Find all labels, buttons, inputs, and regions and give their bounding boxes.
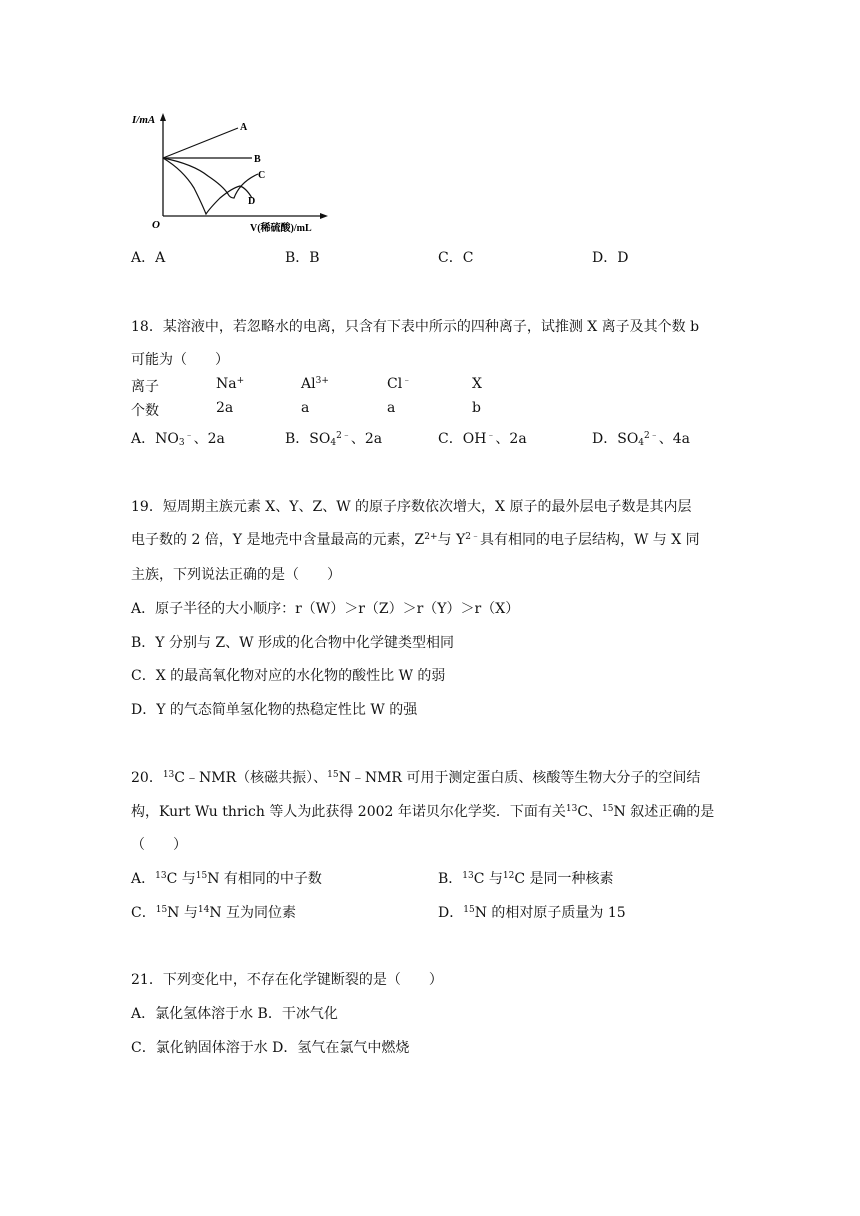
y-axis-arrow bbox=[160, 113, 166, 121]
q20-line2-part3: N 叙述正确的是 bbox=[613, 804, 715, 820]
x-axis-arrow bbox=[320, 213, 328, 219]
option-a-letter: A． bbox=[131, 871, 156, 887]
q17-option-d[interactable]: D．D bbox=[592, 250, 629, 266]
ion-cl-charge: ﹣ bbox=[402, 376, 412, 386]
option-a-formula: A．NO bbox=[131, 431, 179, 447]
q19-stem-line1: 19．短周期主族元素 X、Y、Z、W 的原子序数依次增大，X 原子的最外层电子数是其内层 bbox=[131, 499, 692, 515]
ion-na-charge: + bbox=[236, 376, 245, 386]
table-ion-x: X bbox=[472, 376, 482, 392]
curve-d-label: D bbox=[248, 196, 256, 207]
option-a-mid: C 与 bbox=[166, 871, 196, 887]
q21-options-line1[interactable]: A．氯化氢体溶于水 B．干冰气化 bbox=[131, 1006, 338, 1022]
option-c-text: N 互为同位素 bbox=[209, 905, 297, 921]
curve-c-label: C bbox=[258, 170, 266, 181]
mass-number-15: 15 bbox=[327, 770, 339, 780]
q19-stem-line3: 主族，下列说法正确的是（ ） bbox=[131, 567, 341, 583]
origin-label: O bbox=[152, 219, 160, 231]
q19-line2-part3: 具有相同的电子层结构，W 与 X 同 bbox=[479, 532, 700, 548]
q17-option-c[interactable]: C．C bbox=[438, 250, 474, 266]
option-a-text: N 有相同的中子数 bbox=[207, 871, 322, 887]
q17-option-b[interactable]: B．B bbox=[285, 250, 320, 266]
option-d-formula: D．SO bbox=[592, 431, 639, 447]
mass-number-14: 14 bbox=[197, 905, 210, 915]
q18-option-a[interactable] bbox=[131, 428, 225, 448]
q20-option-b[interactable] bbox=[438, 868, 614, 888]
mass-number-13: 13 bbox=[462, 871, 474, 881]
curve-a-label: A bbox=[240, 122, 248, 133]
table-count-x: b bbox=[472, 400, 481, 416]
y-charge: 2﹣ bbox=[465, 532, 480, 542]
q19-stem-line2 bbox=[131, 529, 700, 549]
mass-number-15: 15 bbox=[602, 804, 614, 814]
q20-number: 20． bbox=[131, 770, 163, 786]
table-ion-na bbox=[216, 376, 244, 392]
curve-b-label: B bbox=[254, 154, 261, 165]
q17-options bbox=[0, 247, 860, 267]
z-charge: 2+ bbox=[424, 532, 438, 542]
q19-option-a[interactable]: A．原子半径的大小顺序：r（W）＞r（Z）＞r（Y）＞r（X） bbox=[131, 601, 520, 617]
q19-option-b[interactable]: B．Y 分别与 Z、W 形成的化合物中化学键类型相同 bbox=[131, 635, 454, 651]
option-d-text: N 的相对原子质量为 15 bbox=[474, 905, 626, 921]
option-a-charge: ﹣ bbox=[184, 431, 194, 441]
q18-stem-line1: 18．某溶液中，若忽略水的电离，只含有下表中所示的四种离子，试推测 X 离子及其个数 b bbox=[131, 319, 700, 335]
mass-number-15: 15 bbox=[463, 905, 475, 915]
option-b-formula: B．SO bbox=[285, 431, 331, 447]
ion-al-symbol: Al bbox=[301, 376, 316, 392]
q20-option-c[interactable] bbox=[131, 902, 296, 922]
table-row-label-counts: 个数 bbox=[131, 403, 159, 419]
q17-option-a[interactable]: A．A bbox=[131, 250, 166, 266]
mass-number-13: 13 bbox=[162, 770, 175, 780]
mass-number-15: 15 bbox=[195, 871, 208, 881]
option-b-charge: 2﹣ bbox=[336, 431, 351, 441]
curve-d bbox=[163, 158, 252, 214]
q19-option-c[interactable]: C．X 的最高氧化物对应的水化物的酸性比 W 的弱 bbox=[131, 668, 446, 684]
current-volume-graph bbox=[128, 108, 338, 236]
q20-stem-line2 bbox=[131, 801, 714, 821]
q20-stem-line1 bbox=[131, 767, 700, 787]
option-d-charge: 2﹣ bbox=[644, 431, 659, 441]
q21-options-line2[interactable]: C．氯化钠固体溶于水 D．氢气在氯气中燃烧 bbox=[131, 1040, 410, 1056]
option-d-count: 、4a bbox=[658, 431, 691, 447]
q20-stem-line3: （ ） bbox=[131, 837, 187, 853]
option-c-mid: N 与 bbox=[167, 905, 198, 921]
q18-option-d[interactable] bbox=[592, 428, 690, 448]
q19-line2-part1: 电子数的 2 倍，Y 是地壳中含量最高的元素，Z bbox=[131, 532, 425, 548]
q20-line1-part1: C﹣NMR（核磁共振）、 bbox=[174, 770, 328, 786]
curve-c bbox=[163, 158, 258, 198]
mass-number-13: 13 bbox=[565, 804, 578, 814]
option-b-text: C 是同一种核素 bbox=[514, 871, 614, 887]
q21-stem: 21．下列变化中，不存在化学键断裂的是（ ） bbox=[131, 972, 443, 988]
y-axis-label: I/mA bbox=[132, 114, 156, 126]
option-b-letter: B． bbox=[438, 871, 463, 887]
q18-stem-line2: 可能为（ ） bbox=[131, 352, 229, 368]
q18-ion-table bbox=[0, 376, 860, 420]
option-b-count: 、2a bbox=[350, 431, 383, 447]
table-count-cl: a bbox=[387, 400, 396, 416]
table-ion-cl bbox=[387, 376, 411, 392]
option-d-subscript: 4 bbox=[638, 438, 645, 448]
ion-na-symbol: Na bbox=[216, 376, 237, 392]
mass-number-15: 15 bbox=[155, 905, 168, 915]
q18-option-c[interactable] bbox=[438, 428, 527, 448]
option-b-mid: C 与 bbox=[473, 871, 503, 887]
q19-option-d[interactable]: D．Y 的气态简单氢化物的热稳定性比 W 的强 bbox=[131, 702, 418, 718]
q20-option-d[interactable] bbox=[438, 902, 626, 922]
ion-cl-symbol: Cl bbox=[387, 376, 403, 392]
option-a-subscript: 3 bbox=[178, 438, 185, 448]
option-d-letter: D． bbox=[438, 905, 464, 921]
table-row-label-ions: 离子 bbox=[131, 379, 159, 395]
table-count-al: a bbox=[301, 400, 310, 416]
mass-number-12: 12 bbox=[502, 871, 515, 881]
option-b-subscript: 4 bbox=[330, 438, 337, 448]
x-axis-label: V(稀硫酸)/mL bbox=[250, 223, 312, 234]
table-count-na: 2a bbox=[216, 400, 234, 416]
table-ion-al bbox=[301, 376, 329, 392]
q20-line2-part1: 构，Kurt Wu thrich 等人为此获得 2002 年诺贝尔化学奖．下面有关 bbox=[131, 804, 566, 820]
ion-al-charge: 3+ bbox=[315, 376, 329, 386]
q20-option-a[interactable] bbox=[131, 868, 322, 888]
q20-line1-part2: N﹣NMR 可用于测定蛋白质、核酸等生物大分子的空间结 bbox=[338, 770, 701, 786]
q18-options bbox=[0, 428, 860, 448]
q20-line2-part2: C、 bbox=[577, 804, 603, 820]
option-a-count: 、2a bbox=[193, 431, 225, 447]
q18-option-b[interactable] bbox=[285, 428, 382, 448]
option-c-formula: C．OH bbox=[438, 431, 487, 447]
option-c-letter: C． bbox=[131, 905, 156, 921]
mass-number-13: 13 bbox=[155, 871, 167, 881]
curve-a bbox=[163, 128, 238, 158]
q19-line2-part2: 与 Y bbox=[437, 532, 466, 548]
option-c-charge: ﹣ bbox=[486, 431, 496, 441]
option-c-count: 、2a bbox=[495, 431, 527, 447]
